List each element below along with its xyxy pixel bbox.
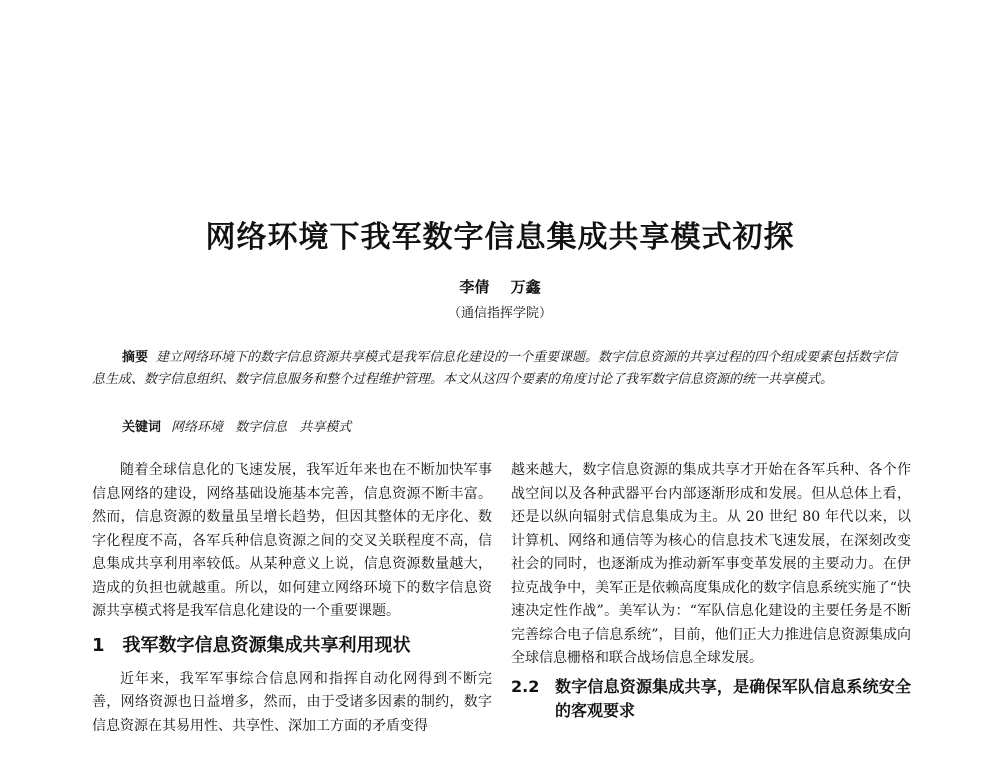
authors: 李倩 万鑫 [459,278,541,296]
left-column [92,459,492,738]
continued-paragraph: 越来越大，数字信息资源的集成共享才开始在各军兵种、各个作战空间以及各种武器平台内部逐渐形成和发展。但从总体上看，还是以纵向辐射式信息集成为主。从 20 世纪 80 年代以来，以计算机、网络和通信等为核心的信息技术飞速发展，在深刻改变社会的同时，也逐渐成为推动新军事变革发展的主要动力。在伊拉克战争中，美军正是依赖高度集成化的数字信息系统实施了“快速决定性作战”。美军认为：“军队信息化建设的主要任务是不断完善综合电子信息系统”，目前，他们正大力推进信息资源集成向全球信息栅格和联合战场信息全球发展。 [511,462,911,666]
right-column [511,459,911,723]
abstract-text: 建立网络环境下的数字信息资源共享模式是我军信息化建设的一个重要课题。数字信息资源的共享过程的四个组成要素包括数字信息生成、数字信息组织、数字信息服务和整个过程维护管理。本文从这四个要素的角度讨论了我军数字信息资源的统一共享模式。 [92,350,898,387]
section-1-paragraph: 近年来，我军军事综合信息网和指挥自动化网得到不断完善，网络资源也日益增多，然而，由于受诸多因素的制约，数字信息资源在其易用性、共享性、深加工方面的矛盾变得 [92,670,492,734]
section-1-heading [92,632,492,660]
subsection-number: 2.2 [511,676,540,696]
affiliation: （通信指挥学院） [447,306,552,321]
section-1-title: 我军数字信息资源集成共享利用现状 [122,634,411,656]
paper-title: 网络环境下我军数字信息集成共享模式初探 [205,220,795,255]
keywords-label: 关键词 [122,420,162,435]
subsection-2-2-heading [511,675,911,723]
abstract [92,347,902,391]
subsection-title: 数字信息资源集成共享，是确保军队信息系统安全的客观要求 [555,676,911,720]
abstract-label: 摘要 [122,350,149,365]
keywords [122,416,351,435]
intro-paragraph: 随着全球信息化的飞速发展，我军近年来也在不断加快军事信息网络的建设，网络基础设施基本完善，信息资源不断丰富。然而，信息资源的数量虽呈增长趋势，但因其整体的无序化、数字化程度不高，各军兵种信息资源之间的交叉关联程度不高，信息集成共享利用率较低。从某种意义上说，信息资源数量越大，造成的负担也就越重。所以，如何建立网络环境下的数字信息资源共享模式将是我军信息化建设的一个重要课题。 [92,462,492,619]
keywords-text: 网络环境 数字信息 共享模式 [171,420,352,435]
section-1-number: 1 [92,634,105,656]
